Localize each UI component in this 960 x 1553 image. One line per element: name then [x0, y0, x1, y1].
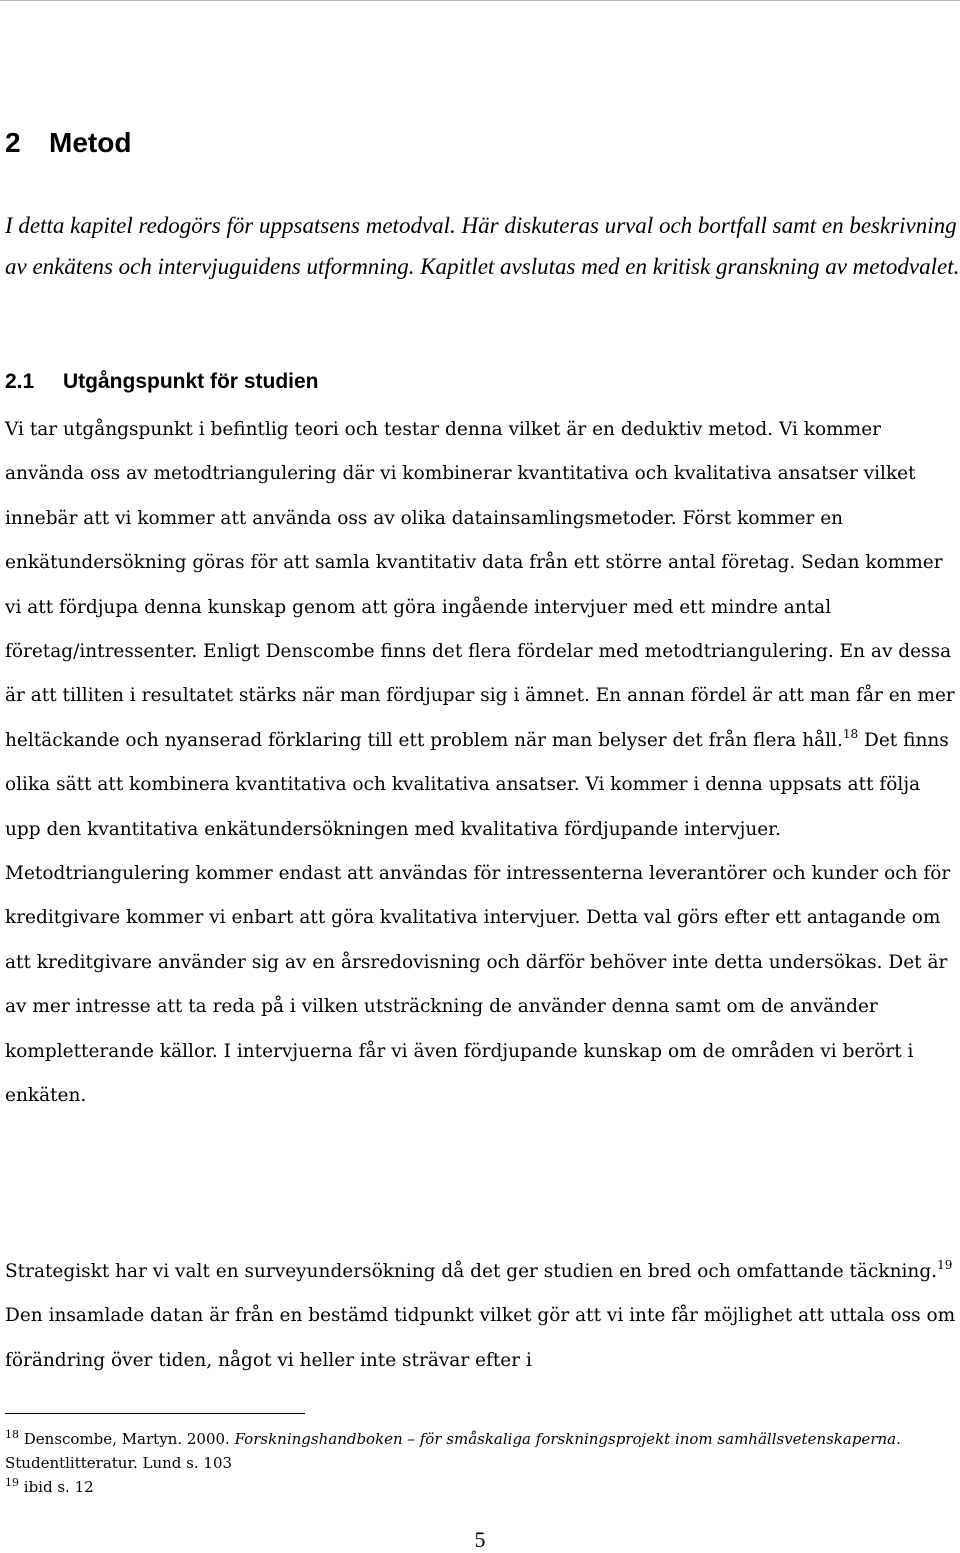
- paragraph-2-text-b: Den insamlade datan är från en bestämd tidpunkt vilket gör att vi inte får möjlighet att uttala oss om förändring över tiden, något vi heller inte strävar efter i: [5, 1305, 956, 1371]
- section-number: 2.1: [5, 370, 35, 393]
- footnote-ref-18: 18: [842, 726, 859, 741]
- footnote-18-text-a: Denscombe, Martyn. 2000.: [19, 1430, 235, 1448]
- footnotes: [5, 1427, 960, 1499]
- paragraph-2-text-a: Strategiskt har vi valt en surveyundersökning då det ger studien en bred och omfattande täckning.: [5, 1261, 938, 1282]
- chapter-heading: [5, 125, 131, 161]
- body-paragraph-2: [5, 1250, 960, 1383]
- section-heading: [5, 367, 319, 397]
- footnote-separator: [5, 1413, 305, 1414]
- footnote-marker-19: 19: [5, 1476, 19, 1489]
- footnote-19-text: ibid s. 12: [19, 1478, 94, 1496]
- paragraph-1-text-a: Vi tar utgångspunkt i befintlig teori och testar denna vilket är en deduktiv metod. Vi kommer använda oss av metodtriangulering där vi kombinerar kvantitativa och kvalitativa ansatser vilket innebär att vi kommer att använda oss av olika datainsamlingsmetoder. Först kommer en enkätundersökning göras för att samla kvantitativ data från ett större antal företag. Sedan kommer vi att fördjupa denna kunskap genom att göra ingående intervjuer med ett mindre antal företag/intressenter. Enligt Denscombe finns det flera fördelar med metodtriangulering. En av dessa är att tilliten i resultatet stärks när man fördjupar sig i ämnet. En annan fördel är att man får en mer heltäckande och nyanserad förklaring till ett problem när man belyser det från flera håll.: [5, 419, 955, 751]
- body-paragraph-1: [5, 408, 960, 1119]
- footnote-ref-19: 19: [937, 1258, 953, 1272]
- paragraph-1-text-b: Det finns olika sätt att kombinera kvantitativa och kvalitativa ansatser. Vi kommer i denna uppsats att följa upp den kvantitativa enkätundersökningen med kvalitativa fördjupande intervjuer. Metodtriangulering kommer endast att användas för intressenterna leverantörer och kunder och för kreditgivare kommer vi enbart att göra kvalitativa intervjuer. Detta val görs efter ett antagande om att kreditgivare använder sig av en årsredovisning och därför behöver inte detta undersökas. Det är av mer intresse att ta reda på i vilken utsträckning de använder denna samt om de använder kompletterande källor. I intervjuerna får vi även fördjupande kunskap om de områden vi berört i enkäten.: [5, 729, 951, 1107]
- chapter-number: 2: [5, 127, 21, 158]
- footnote-18-text-b: Studentlitteratur. Lund s. 103: [5, 1454, 233, 1472]
- footnote-18: [5, 1427, 960, 1475]
- footnote-18-book-title: Forskningshandboken – för småskaliga forskningsprojekt inom samhällsvetenskaperna.: [234, 1430, 901, 1448]
- chapter-title: Metod: [49, 127, 132, 158]
- section-title: Utgångspunkt för studien: [63, 370, 319, 393]
- page-number: 5: [474, 1527, 486, 1552]
- chapter-intro: I detta kapitel redogörs för uppsatsens metodval. Här diskuteras urval och bortfall samt en beskrivning av enkätens och intervjuguidens utformning. Kapitlet avslutas med en kritisk granskning av metodvalet.: [5, 213, 960, 279]
- footnote-19: [5, 1475, 960, 1499]
- footnote-marker-18: 18: [5, 1428, 19, 1441]
